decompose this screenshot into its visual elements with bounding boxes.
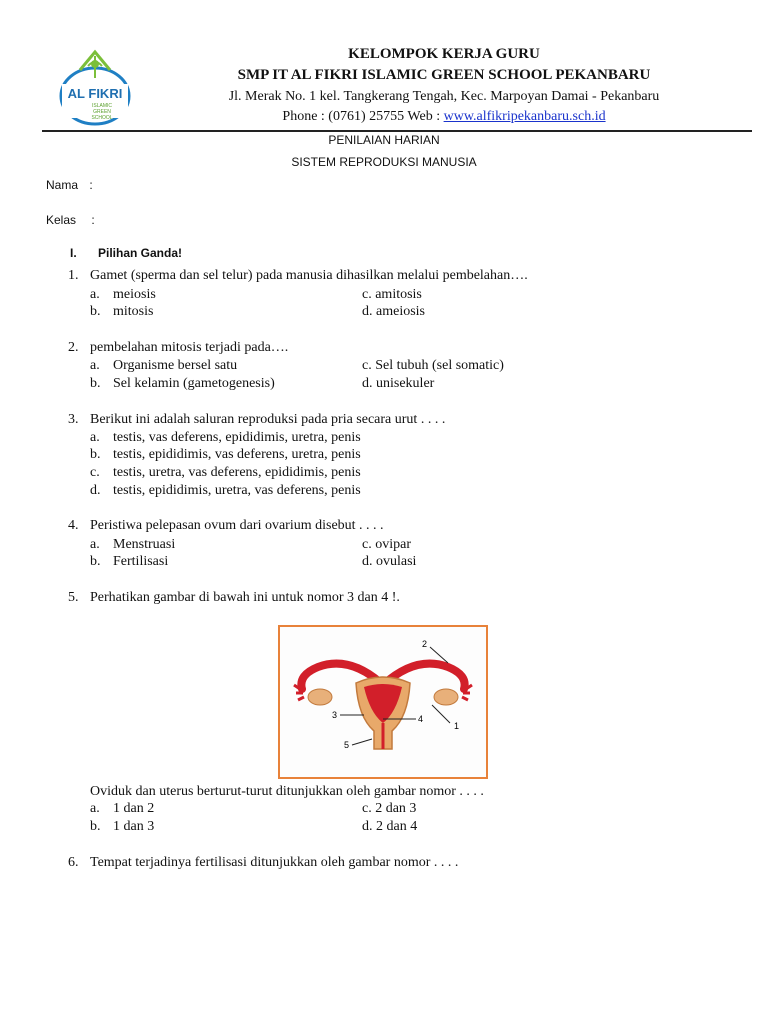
question-subtext: Oviduk dan uterus berturut-turut ditunjukkan oleh gambar nomor . . . . — [90, 784, 484, 799]
option-b[interactable] — [90, 446, 361, 464]
option-letter: a. — [90, 537, 100, 552]
option-a[interactable] — [90, 800, 154, 818]
option-letter: a. — [90, 801, 100, 816]
question-number: 3. — [68, 412, 79, 427]
option-c[interactable]: c. 2 dan 3 — [362, 801, 417, 816]
option-a[interactable] — [90, 286, 156, 304]
option-c[interactable]: c. amitosis — [362, 287, 422, 302]
option-text: mitosis — [113, 304, 154, 319]
option-d[interactable]: d. unisekuler — [362, 376, 435, 391]
figure-label-5: 5 — [344, 740, 350, 750]
option-d[interactable]: d. ameiosis — [362, 304, 425, 319]
leader-line-5 — [352, 739, 372, 745]
section-label: Pilihan Ganda! — [98, 246, 183, 260]
right-ovary — [434, 689, 458, 705]
option-d[interactable] — [90, 482, 361, 500]
option-letter: b. — [90, 447, 101, 462]
kelas-field[interactable] — [46, 213, 95, 227]
left-ovary — [308, 689, 332, 705]
svg-text:GREEN: GREEN — [93, 109, 111, 115]
question-text: Tempat terjadinya fertilisasi ditunjukkan oleh gambar nomor . . . . — [90, 855, 459, 870]
option-c[interactable] — [90, 464, 361, 482]
option-b[interactable] — [90, 553, 168, 571]
option-letter: b. — [90, 304, 101, 319]
option-letter: d. — [90, 483, 101, 498]
question-number: 2. — [68, 340, 79, 355]
option-d[interactable]: d. 2 dan 4 — [362, 819, 418, 834]
figure-label-2: 2 — [422, 639, 428, 649]
option-text: 1 dan 2 — [113, 801, 155, 816]
question-text: pembelahan mitosis terjadi pada…. — [90, 340, 289, 355]
option-text: Menstruasi — [113, 537, 176, 552]
option-text: testis, vas deferens, epididimis, uretra, penis — [113, 430, 361, 445]
option-text: Organisme bersel satu — [113, 358, 238, 373]
option-text: testis, epididimis, vas deferens, uretra, penis — [113, 447, 361, 462]
option-letter: a. — [90, 358, 100, 373]
leader-line-1 — [432, 705, 450, 723]
option-text: testis, epididimis, uretra, vas deferens, penis — [113, 483, 361, 498]
question-number: 5. — [68, 590, 79, 605]
section-number: I. — [70, 246, 77, 260]
option-letter: b. — [90, 376, 101, 391]
doc-subtitle: SISTEM REPRODUKSI MANUSIA — [291, 155, 477, 169]
kelas-colon: : — [91, 213, 95, 227]
option-c[interactable]: c. Sel tubuh (sel somatic) — [362, 358, 504, 373]
option-letter: c. — [90, 465, 100, 480]
option-text: meiosis — [113, 287, 156, 302]
option-letter: b. — [90, 554, 101, 569]
option-a[interactable] — [90, 536, 175, 554]
question-text: Gamet (sperma dan sel telur) pada manusia dihasilkan melalui pembelahan…. — [90, 268, 528, 283]
option-b[interactable] — [90, 375, 275, 393]
option-letter: a. — [90, 287, 100, 302]
question-text: Perhatikan gambar di bawah ini untuk nomor 3 dan 4 !. — [90, 590, 400, 605]
figure-label-1: 1 — [454, 721, 460, 731]
nama-field[interactable] — [46, 178, 93, 192]
option-c[interactable]: c. ovipar — [362, 537, 411, 552]
option-a[interactable] — [90, 357, 237, 375]
header-line1: KELOMPOK KERJA GURU — [348, 46, 540, 62]
svg-text:SCHOOL: SCHOOL — [91, 115, 113, 121]
header-line2: SMP IT AL FIKRI ISLAMIC GREEN SCHOOL PEKANBARU — [237, 67, 651, 83]
header-address: Jl. Merak No. 1 kel. Tangkerang Tengah, Kec. Marpoyan Damai - Pekanbaru — [228, 89, 660, 104]
option-text: Sel kelamin (gametogenesis) — [113, 376, 275, 391]
uterus-diagram — [278, 625, 488, 779]
doc-title: PENILAIAN HARIAN — [328, 133, 440, 147]
figure-label-3: 3 — [332, 710, 338, 720]
figure-label-4: 4 — [418, 714, 424, 724]
question-number: 6. — [68, 855, 79, 870]
logo-text: AL FIKRI — [67, 86, 123, 101]
option-text: testis, uretra, vas deferens, epididimis, penis — [113, 465, 361, 480]
kelas-label: Kelas — [46, 213, 77, 227]
section-heading — [70, 246, 182, 260]
nama-label: Nama — [46, 178, 79, 192]
option-text: 1 dan 3 — [113, 819, 155, 834]
nama-colon: : — [89, 178, 93, 192]
question-number: 1. — [68, 268, 79, 283]
header-contact — [60, 109, 768, 125]
svg-text:ISLAMIC: ISLAMIC — [91, 103, 113, 109]
website-link[interactable]: www.alfikripekanbaru.sch.id — [443, 109, 606, 124]
header-divider — [42, 130, 752, 132]
option-text: Fertilisasi — [113, 554, 169, 569]
option-b[interactable] — [90, 818, 154, 836]
question-text: Berikut ini adalah saluran reproduksi pada pria secara urut . . . . — [90, 412, 446, 427]
question-text: Peristiwa pelepasan ovum dari ovarium disebut . . . . — [90, 518, 384, 533]
header-phone: Phone : (0761) 25755 Web : — [282, 109, 444, 124]
option-letter: a. — [90, 430, 100, 445]
question-number: 4. — [68, 518, 79, 533]
option-d[interactable]: d. ovulasi — [362, 554, 417, 569]
option-b[interactable] — [90, 303, 153, 321]
option-letter: b. — [90, 819, 101, 834]
option-a[interactable] — [90, 429, 361, 447]
